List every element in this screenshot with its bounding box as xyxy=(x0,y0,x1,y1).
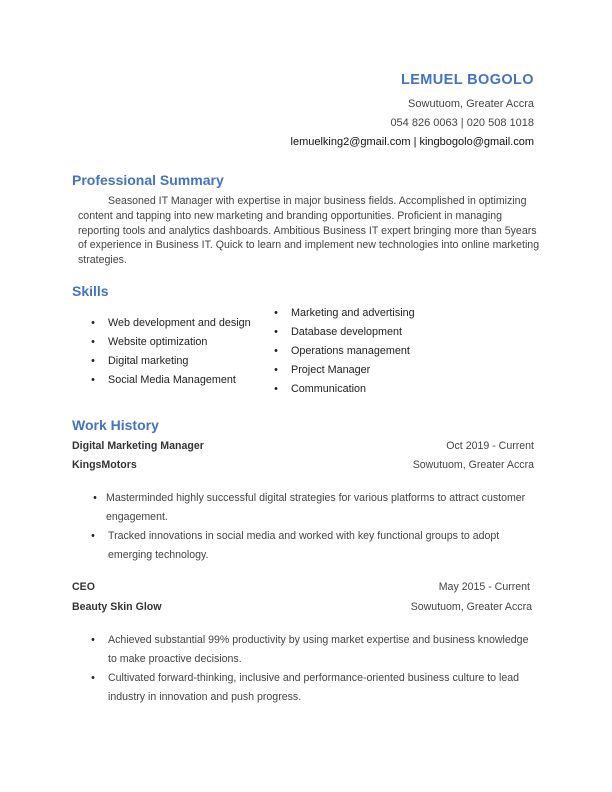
skill-label: Database development xyxy=(291,326,403,338)
skill-item xyxy=(88,314,251,333)
job-location: Sowutuom, Greater Accra xyxy=(412,459,534,471)
job-2-bullets xyxy=(88,631,540,707)
bullet-icon: • xyxy=(91,336,95,348)
skill-item xyxy=(271,323,415,342)
skill-item xyxy=(271,380,415,399)
job-bullet xyxy=(88,489,528,527)
bullet-text: Tracked innovations in social media and worked with key functional groups to adopt emerging technology. xyxy=(108,530,500,561)
bullet-text: Achieved substantial 99% productivity by using market expertise and business knowledge to make proactive decisions. xyxy=(108,634,529,665)
section-title-skills: Skills xyxy=(72,283,109,299)
bullet-icon: • xyxy=(91,634,95,646)
bullet-icon: • xyxy=(91,374,95,386)
bullet-icon: • xyxy=(91,530,95,542)
bullet-icon: • xyxy=(274,345,278,357)
skill-item xyxy=(88,371,251,390)
section-title-summary: Professional Summary xyxy=(72,172,224,188)
bullet-icon: • xyxy=(274,383,278,395)
skill-label: Communication xyxy=(291,383,367,395)
skills-list-right xyxy=(271,304,415,399)
skill-label: Web development and design xyxy=(108,317,251,329)
candidate-name: LEMUEL BOGOLO xyxy=(400,72,534,88)
skill-label: Operations management xyxy=(291,345,410,357)
job-bullet xyxy=(88,669,540,707)
section-title-work-history: Work History xyxy=(72,417,159,433)
skill-label: Project Manager xyxy=(291,364,371,376)
bullet-icon: • xyxy=(91,672,95,684)
job-1-company-row xyxy=(72,456,534,475)
bullet-icon: • xyxy=(274,364,278,376)
skill-label: Digital marketing xyxy=(108,355,189,367)
resume-header xyxy=(291,72,534,152)
bullet-icon: • xyxy=(91,317,95,329)
job-2-title-row xyxy=(72,578,530,597)
job-bullet xyxy=(88,527,528,565)
job-1-title-row xyxy=(72,437,534,456)
job-company: Beauty Skin Glow xyxy=(72,601,162,613)
skill-item xyxy=(88,333,251,352)
bullet-icon: • xyxy=(91,355,95,367)
skill-item xyxy=(271,304,415,323)
summary-text xyxy=(78,194,540,268)
job-location: Sowutuom, Greater Accra xyxy=(410,601,532,613)
skill-label: Social Media Management xyxy=(108,374,236,386)
summary-paragraph: Seasoned IT Manager with expertise in major business fields. Accomplished in optimizing content and tapping into new marketing and branding opportunities. Proficient in managing reporting tools and analytics dashboards. Ambitious Business IT expert bringing more than 5years of experience in Business IT. Quick to learn and implement new technologies into online marketing strategies. xyxy=(78,195,540,267)
skill-item xyxy=(271,342,415,361)
job-dates: Oct 2019 - Current xyxy=(446,440,534,452)
skills-list-left xyxy=(88,314,251,390)
skill-item xyxy=(88,352,251,371)
job-bullet xyxy=(88,631,540,669)
job-1-bullets xyxy=(88,489,528,565)
job-role: Digital Marketing Manager xyxy=(72,440,204,452)
bullet-icon: • xyxy=(274,326,278,338)
skill-item xyxy=(271,361,415,380)
bullet-text: Masterminded highly successful digital strategies for various platforms to attract customer engagement. xyxy=(106,492,526,523)
job-dates: May 2015 - Current xyxy=(438,581,530,593)
skill-label: Marketing and advertising xyxy=(291,307,415,319)
job-role: CEO xyxy=(72,581,95,593)
skill-label: Website optimization xyxy=(108,336,208,348)
bullet-text: Cultivated forward-thinking, inclusive and performance-oriented business culture to lead industry in innovation and push progress. xyxy=(108,672,520,703)
phone-numbers: 054 826 0063 | 020 508 1018 xyxy=(390,117,534,129)
email-addresses: lemuelking2@gmail.com | kingbogolo@gmail.com xyxy=(290,136,534,148)
bullet-icon: • xyxy=(93,492,97,504)
job-company: KingsMotors xyxy=(72,459,137,471)
location: Sowutuom, Greater Accra xyxy=(408,98,534,110)
bullet-icon: • xyxy=(274,307,278,319)
job-2-company-row xyxy=(72,598,532,617)
